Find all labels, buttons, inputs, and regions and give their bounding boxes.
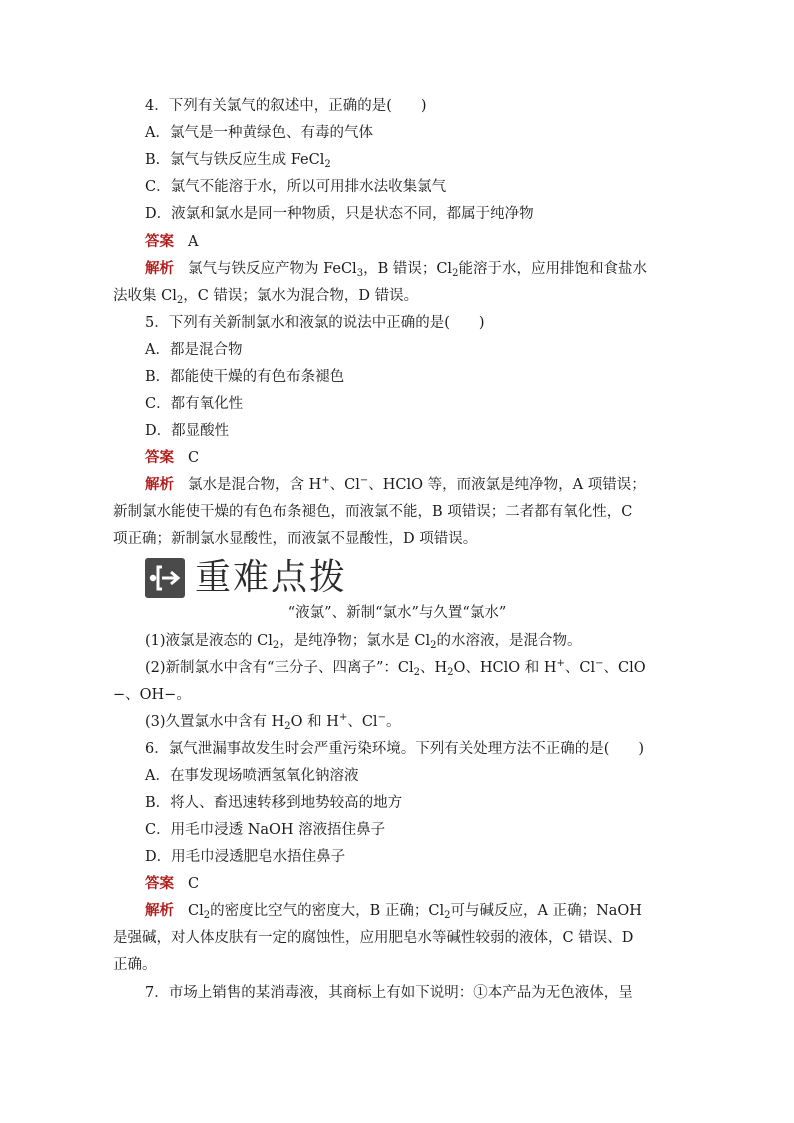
- q6-stem: 6．氯气泄漏事故发生时会严重污染环境。下列有关处理方法不正确的是( ): [145, 741, 645, 757]
- q5-option-d: D．都显酸性: [145, 423, 230, 439]
- q4-explanation-line-2: 法收集 $Cl_2$，C 错误；氯水为混合物，D 错误。: [113, 288, 419, 306]
- section-banner: [145, 556, 405, 600]
- q5-stem: 5．下列有关新制氯水和液氯的说法中正确的是( ): [145, 315, 485, 331]
- arrow-exit-icon: [145, 558, 185, 598]
- focus-point-2-cont: −、OH−。: [113, 687, 191, 703]
- q6-explanation-line-3: 正确。: [113, 957, 157, 973]
- q6-explanation-line-2: 是强碱，对人体皮肤有一定的腐蚀性，应用肥皂水等碱性较弱的液体，C 错误、D: [113, 930, 634, 946]
- q5-explanation-line-2: 新制氯水能使干燥的有色布条褪色，而液氯不能，B 项错误；二者都有氧化性，C: [113, 504, 633, 520]
- answer-label: 答案: [145, 450, 174, 466]
- q5-explanation-line-3: 项正确；新制氯水显酸性，而液氯不显酸性，D 项错误。: [113, 531, 478, 547]
- q4-explanation-line-1: 解析 氯气与铁反应产物为 FeCl$_3$，B 错误；$Cl_2$能溶于水，应用排饱和食盐水: [145, 261, 647, 279]
- answer-label: 答案: [145, 234, 174, 250]
- q4-option-d: D．液氯和氯水是同一种物质，只是状态不同，都属于纯净物: [145, 206, 534, 222]
- q5-option-c: C．都有氧化性: [145, 396, 244, 412]
- q6-explanation-line-1: 解析 $Cl_2$的密度比空气的密度大，B 正确；$Cl_2$可与碱反应，A 正确；NaOH: [145, 903, 642, 921]
- focus-point-3: (3)久置氯水中含有 $H_2O$ 和 H+、Cl−。: [145, 712, 401, 732]
- q5-option-b: B．都能使干燥的有色布条褪色: [145, 369, 345, 385]
- focus-point-1: (1)液氯是液态的 $Cl_2$，是纯净物；氯水是 $Cl_2$的水溶液，是混合物。: [145, 633, 582, 651]
- answer-label: 答案: [145, 876, 174, 892]
- q6-answer: 答案 C: [145, 876, 200, 892]
- q6-option-c: C．用毛巾浸透 NaOH 溶液捂住鼻子: [145, 822, 386, 838]
- explanation-label: 解析: [145, 903, 174, 919]
- q5-explanation-line-1: 解析 氯水是混合物，含 H+、Cl−、HClO 等，而液氯是纯净物，A 项错误；: [145, 475, 646, 493]
- q5-answer: 答案 C: [145, 450, 200, 466]
- q7-stem: 7．市场上销售的某消毒液，其商标上有如下说明：①本产品为无色液体，呈: [145, 985, 633, 1001]
- banner-title: 重难点拨: [195, 557, 348, 598]
- focus-heading: “液氯”、新制“氯水”与久置“氯水”: [287, 605, 507, 621]
- q4-option-b: B．氯气与铁反应生成 FeCl$_2$: [145, 152, 331, 170]
- explanation-label: 解析: [145, 261, 174, 277]
- q6-option-b: B．将人、畜迅速转移到地势较高的地方: [145, 795, 403, 811]
- focus-point-2: (2)新制氯水中含有“三分子、四离子”：$Cl_2$、$H_2O$、HClO 和 H+、Cl−、ClO: [145, 658, 646, 678]
- q6-option-d: D．用毛巾浸透肥皂水捂住鼻子: [145, 849, 346, 865]
- q4-option-a: A．氯气是一种黄绿色、有毒的气体: [145, 125, 373, 141]
- q4-option-c: C．氯气不能溶于水，所以可用排水法收集氯气: [145, 179, 447, 195]
- q6-option-a: A．在事发现场喷洒氢氧化钠溶液: [145, 768, 359, 784]
- q5-option-a: A．都是混合物: [145, 342, 243, 358]
- explanation-label: 解析: [145, 477, 174, 493]
- q4-stem: 4．下列有关氯气的叙述中，正确的是( ): [145, 98, 427, 114]
- q4-answer: 答案 A: [145, 234, 199, 250]
